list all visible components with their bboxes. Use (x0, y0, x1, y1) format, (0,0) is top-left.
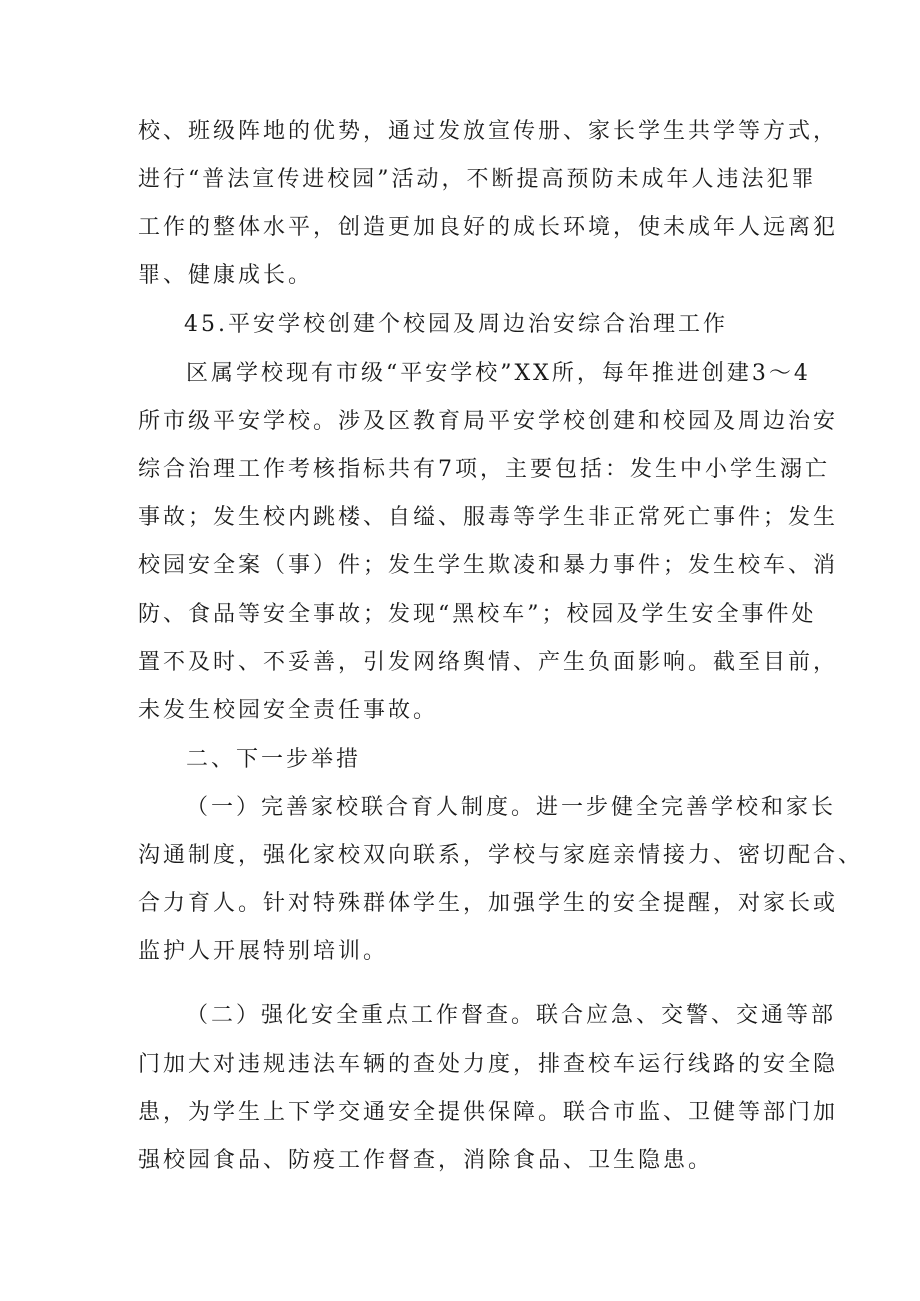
text-line: 置不及时、不妥善，引发网络舆情、产生负面影响。截至目前， (138, 650, 839, 675)
section-heading: 二、下一步举措 (186, 747, 362, 772)
text-line: 合力育人。针对特殊群体学生，加强学生的安全提醒，对家长或 (138, 891, 839, 916)
text-line: 患，为学生上下学交通安全提供保障。联合市监、卫健等部门加 (138, 1100, 839, 1125)
text-line: 进行“普法宣传进校园”活动，不断提高预防未成年人违法犯罪 (138, 167, 817, 192)
text-line: 区属学校现有市级“平安学校”XX所，每年推进创建3～4 (186, 361, 811, 386)
text-line: 强校园食品、防疫工作督查，消除食品、卫生隐患。 (138, 1148, 714, 1173)
text-line: 门加大对违规违法车辆的查处力度，排查校车运行线路的安全隐 (138, 1052, 839, 1077)
text-line: 综合治理工作考核指标共有7项，主要包括：发生中小学生溺亡 (138, 457, 830, 482)
text-line: （一）完善家校联合育人制度。进一步健全完善学校和家长 (186, 795, 837, 820)
text-line: 校园安全案（事）件；发生学生欺凌和暴力事件；发生校车、消 (138, 553, 839, 578)
text-line: 监护人开展特别培训。 (138, 939, 389, 964)
text-line: 罪、健康成长。 (138, 263, 314, 288)
text-line: 未发生校园安全责任事故。 (138, 698, 439, 723)
text-line: （二）强化安全重点工作督查。联合应急、交警、交通等部 (186, 1003, 837, 1028)
section-heading: 45.平安学校创建个校园及周边治安综合治理工作 (184, 312, 728, 337)
text-line: 所市级平安学校。涉及区教育局平安学校创建和校园及周边治安 (138, 409, 839, 434)
text-line: 事故；发生校内跳楼、自缢、服毒等学生非正常死亡事件；发生 (138, 505, 839, 530)
text-line: 防、食品等安全事故；发现“黑校车”；校园及学生安全事件处 (138, 602, 817, 627)
text-line: 校、班级阵地的优势，通过发放宣传册、家长学生共学等方式， (138, 119, 839, 144)
text-line: 工作的整体水平，创造更加良好的成长环境，使未成年人远离犯 (138, 215, 839, 240)
text-line: 沟通制度，强化家校双向联系，学校与家庭亲情接力、密切配合、 (138, 843, 864, 868)
